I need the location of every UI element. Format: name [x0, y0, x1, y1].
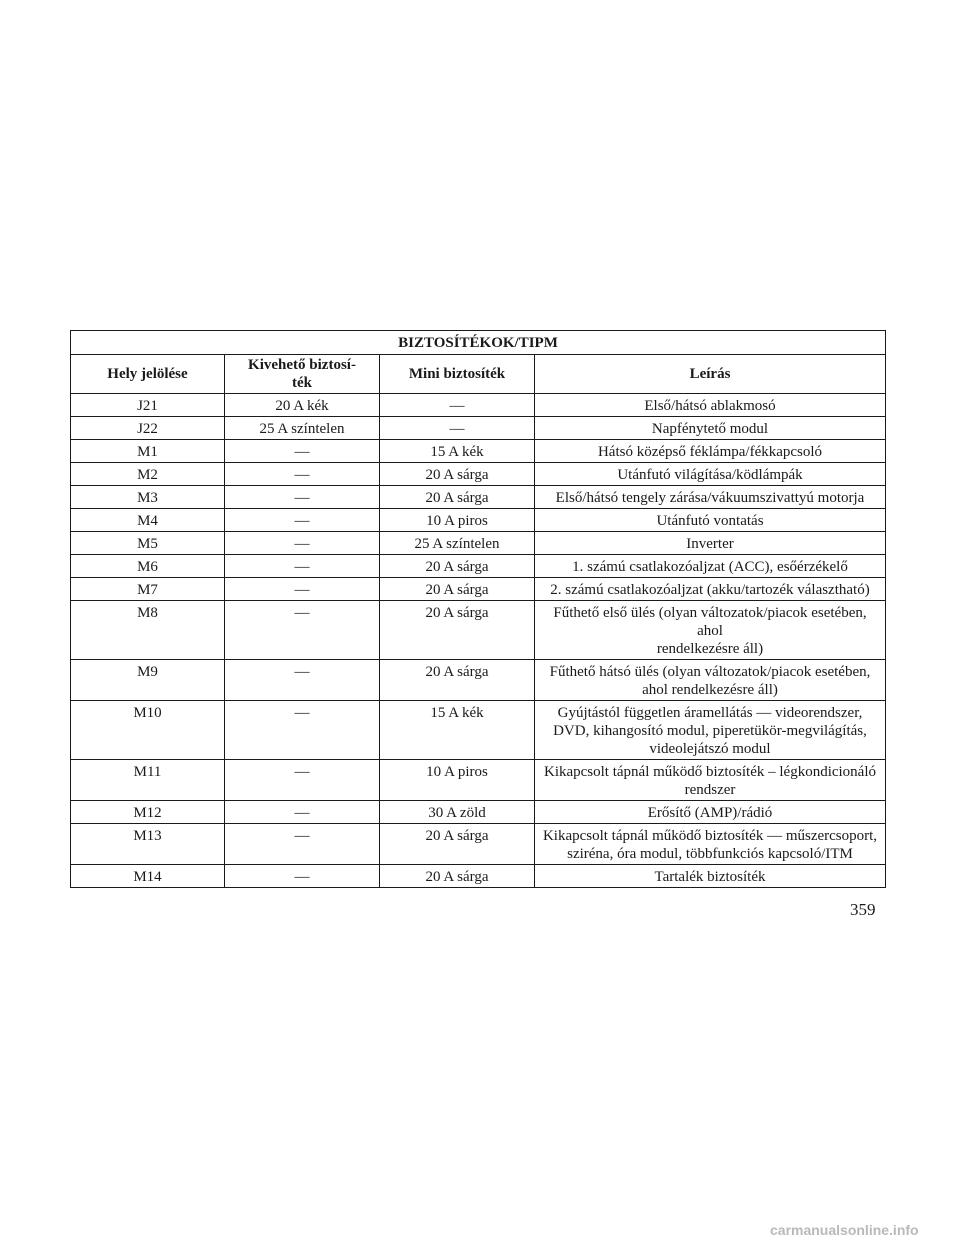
location-cell: M13 — [71, 824, 225, 865]
mini-fuse-cell: 20 A sárga — [380, 555, 535, 578]
mini-fuse-cell: 20 A sárga — [380, 601, 535, 660]
description-cell — [535, 394, 886, 417]
cartridge-fuse-cell: — — [225, 760, 380, 801]
description-line: Gyújtástól független áramellátás — videorendszer, — [557, 705, 863, 721]
description-line: Kikapcsolt tápnál működő biztosíték — műszercsoport, — [542, 828, 878, 844]
location-cell: M9 — [71, 660, 225, 701]
table-row — [71, 440, 886, 463]
mini-fuse-cell: 20 A sárga — [380, 865, 535, 888]
description-line: Fűthető első ülés (olyan változatok/piacok esetében, ahol — [553, 605, 867, 639]
cartridge-fuse-cell: — — [225, 532, 380, 555]
mini-fuse-cell: 10 A piros — [380, 509, 535, 532]
location-cell: M14 — [71, 865, 225, 888]
description-cell — [535, 486, 886, 509]
description-line: Napfénytető modul — [651, 421, 769, 437]
table-body — [71, 394, 886, 888]
mini-fuse-cell: 20 A sárga — [380, 578, 535, 601]
table-row — [71, 601, 886, 660]
mini-fuse-cell: 15 A kék — [380, 701, 535, 760]
description-line: sziréna, óra modul, többfunkciós kapcsoló/ITM — [567, 846, 853, 862]
location-cell: M10 — [71, 701, 225, 760]
description-cell — [535, 440, 886, 463]
cartridge-fuse-cell: — — [225, 555, 380, 578]
cartridge-fuse-cell: — — [225, 660, 380, 701]
table-row — [71, 486, 886, 509]
location-cell: M8 — [71, 601, 225, 660]
page-number: 359 — [850, 900, 876, 919]
cartridge-fuse-cell: 25 A színtelen — [225, 417, 380, 440]
description-cell — [535, 555, 886, 578]
table-row — [71, 578, 886, 601]
location-cell: M2 — [71, 463, 225, 486]
table-row — [71, 824, 886, 865]
location-cell: M3 — [71, 486, 225, 509]
table-row — [71, 509, 886, 532]
description-line: Utánfutó vontatás — [656, 513, 764, 529]
header-cartridge-fuse — [225, 355, 380, 394]
description-cell — [535, 701, 886, 760]
location-cell: J22 — [71, 417, 225, 440]
description-line: Utánfutó világítása/ködlámpák — [617, 467, 803, 483]
cartridge-fuse-cell: — — [225, 701, 380, 760]
description-cell — [535, 601, 886, 660]
table-row — [71, 463, 886, 486]
location-cell: M4 — [71, 509, 225, 532]
cartridge-fuse-cell: 20 A kék — [225, 394, 380, 417]
cartridge-fuse-cell: — — [225, 440, 380, 463]
table-row — [71, 865, 886, 888]
location-cell: M7 — [71, 578, 225, 601]
table-row — [71, 532, 886, 555]
description-line: ahol rendelkezésre áll) — [642, 682, 778, 698]
description-line: DVD, kihangosító modul, piperetükör-megvilágítás, — [553, 723, 867, 739]
mini-fuse-cell: 10 A piros — [380, 760, 535, 801]
location-cell: M11 — [71, 760, 225, 801]
table-row — [71, 760, 886, 801]
description-line: Hátsó középső féklámpa/fékkapcsoló — [597, 444, 823, 460]
description-line: Első/hátsó ablakmosó — [644, 398, 776, 414]
fuse-table — [70, 330, 886, 888]
mini-fuse-cell: — — [380, 394, 535, 417]
table-title-row — [71, 331, 886, 355]
cartridge-fuse-cell: — — [225, 865, 380, 888]
table-row — [71, 555, 886, 578]
mini-fuse-cell: 20 A sárga — [380, 824, 535, 865]
cartridge-fuse-cell: — — [225, 509, 380, 532]
table-row — [71, 701, 886, 760]
description-cell — [535, 532, 886, 555]
description-line: Inverter — [686, 536, 734, 552]
description-line: 2. számú csatlakozóaljzat (akku/tartozék választható) — [550, 582, 870, 598]
description-cell — [535, 865, 886, 888]
cartridge-fuse-cell: — — [225, 578, 380, 601]
description-line: Tartalék biztosíték — [654, 869, 766, 885]
header-cartridge-line2: ték — [292, 375, 312, 391]
watermark-text: carmanualsonline.info — [770, 1222, 919, 1238]
description-line: rendelkezésre áll) — [656, 641, 764, 657]
description-cell — [535, 824, 886, 865]
table-row — [71, 394, 886, 417]
table-row — [71, 417, 886, 440]
description-cell — [535, 801, 886, 824]
description-line: 1. számú csatlakozóaljzat (ACC), esőérzékelő — [572, 559, 848, 575]
header-location: Hely jelölése — [71, 355, 225, 394]
description-line: rendszer — [684, 782, 736, 798]
location-cell: J21 — [71, 394, 225, 417]
description-cell — [535, 660, 886, 701]
location-cell: M6 — [71, 555, 225, 578]
description-line: Fűthető hátsó ülés (olyan változatok/piacok esetében, — [549, 664, 871, 680]
mini-fuse-cell: 30 A zöld — [380, 801, 535, 824]
cartridge-fuse-cell: — — [225, 486, 380, 509]
location-cell: M1 — [71, 440, 225, 463]
location-cell: M5 — [71, 532, 225, 555]
description-cell — [535, 760, 886, 801]
cartridge-fuse-cell: — — [225, 824, 380, 865]
description-line: Kikapcsolt tápnál működő biztosíték – légkondicionáló — [543, 764, 877, 780]
table-row — [71, 660, 886, 701]
mini-fuse-cell: 25 A színtelen — [380, 532, 535, 555]
description-line: videolejátszó modul — [649, 741, 771, 757]
description-cell — [535, 417, 886, 440]
header-mini-fuse: Mini biztosíték — [380, 355, 535, 394]
mini-fuse-cell: 20 A sárga — [380, 486, 535, 509]
cartridge-fuse-cell: — — [225, 601, 380, 660]
mini-fuse-cell: 20 A sárga — [380, 463, 535, 486]
description-line: Első/hátsó tengely zárása/vákuumszivattyú motorja — [555, 490, 865, 506]
table-title: BIZTOSÍTÉKOK/TIPM — [71, 331, 886, 355]
header-description: Leírás — [535, 355, 886, 394]
table-row — [71, 801, 886, 824]
description-cell — [535, 463, 886, 486]
header-cartridge-line1: Kivehető biztosí- — [248, 357, 356, 373]
table-header-row — [71, 355, 886, 394]
description-cell — [535, 509, 886, 532]
description-cell — [535, 578, 886, 601]
mini-fuse-cell: 15 A kék — [380, 440, 535, 463]
cartridge-fuse-cell: — — [225, 463, 380, 486]
mini-fuse-cell: 20 A sárga — [380, 660, 535, 701]
description-line: Erősítő (AMP)/rádió — [647, 805, 773, 821]
cartridge-fuse-cell: — — [225, 801, 380, 824]
location-cell: M12 — [71, 801, 225, 824]
mini-fuse-cell: — — [380, 417, 535, 440]
